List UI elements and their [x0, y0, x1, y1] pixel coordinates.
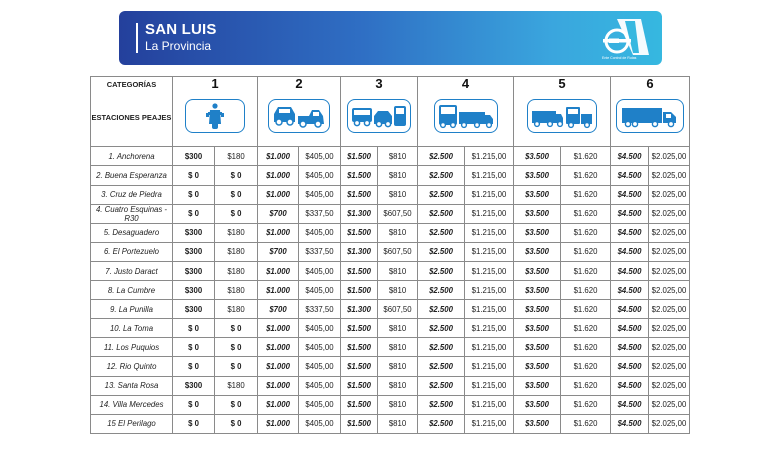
- rate-cell-c1b: $180: [215, 300, 258, 319]
- rate-cell-c6a: $4.500: [611, 376, 649, 395]
- station-name: 11. Los Puquios: [91, 338, 173, 357]
- rate-cell-c1a: $ 0: [173, 166, 215, 185]
- rate-cell-c4a: $2.500: [418, 395, 465, 414]
- rate-cell-c6a: $4.500: [611, 242, 649, 261]
- rate-cell-c1b: $180: [215, 281, 258, 300]
- category-number: 5: [558, 76, 566, 91]
- rate-cell-c2b: $405,00: [299, 147, 341, 166]
- rate-cell-c4b: $1.215,00: [465, 319, 514, 338]
- rate-cell-c3b: $810: [378, 281, 418, 300]
- rate-cell-c1b: $180: [215, 261, 258, 280]
- rate-cell-c3a: $1.500: [341, 395, 378, 414]
- rate-cell-c5b: $1.620: [561, 395, 611, 414]
- rate-cell-c3b: $810: [378, 395, 418, 414]
- rate-cell-c3a: $1.500: [341, 223, 378, 242]
- rate-cell-c3a: $1.500: [341, 338, 378, 357]
- rate-cell-c3b: $810: [378, 319, 418, 338]
- rate-cell-c6a: $4.500: [611, 223, 649, 242]
- rate-cell-c6b: $2.025,00: [649, 281, 690, 300]
- rate-cell-c2a: $1.000: [258, 319, 299, 338]
- rate-cell-c2a: $1.000: [258, 261, 299, 280]
- category-number: 1: [211, 76, 219, 91]
- rate-cell-c4b: $1.215,00: [465, 281, 514, 300]
- rate-cell-c4b: $1.215,00: [465, 242, 514, 261]
- rate-cell-c5b: $1.620: [561, 338, 611, 357]
- rate-cell-c1b: $ 0: [215, 357, 258, 376]
- car-and-bus-icon: [347, 99, 411, 133]
- rate-cell-c1a: $300: [173, 147, 215, 166]
- rate-cell-c4a: $2.500: [418, 223, 465, 242]
- rate-cell-c4a: $2.500: [418, 261, 465, 280]
- rate-cell-c2b: $405,00: [299, 166, 341, 185]
- rate-cell-c4b: $1.215,00: [465, 338, 514, 357]
- rate-cell-c4b: $1.215,00: [465, 414, 514, 433]
- rate-cell-c4a: $2.500: [418, 357, 465, 376]
- rate-cell-c5a: $3.500: [514, 376, 561, 395]
- rate-cell-c3b: $810: [378, 223, 418, 242]
- rate-cell-c1a: $ 0: [173, 414, 215, 433]
- rate-cell-c6b: $2.025,00: [649, 204, 690, 223]
- category-header-row: [91, 77, 690, 147]
- logo-caption: Ente Control de Rutas: [602, 56, 637, 60]
- rate-cell-c2a: $1.000: [258, 395, 299, 414]
- rate-cell-c2b: $405,00: [299, 319, 341, 338]
- rate-cell-c2a: $1.000: [258, 281, 299, 300]
- rate-cell-c1b: $180: [215, 242, 258, 261]
- rate-cell-c1b: $ 0: [215, 338, 258, 357]
- rate-cell-c5b: $1.620: [561, 166, 611, 185]
- rate-cell-c6a: $4.500: [611, 300, 649, 319]
- rate-cell-c4a: $2.500: [418, 300, 465, 319]
- bus-and-truck-icon: [434, 99, 498, 133]
- rate-cell-c3b: $607,50: [378, 204, 418, 223]
- rate-cell-c1a: $300: [173, 223, 215, 242]
- rate-cell-c4a: $2.500: [418, 376, 465, 395]
- rate-cell-c3a: $1.500: [341, 281, 378, 300]
- rate-cell-c5b: $1.620: [561, 261, 611, 280]
- rate-cell-c6b: $2.025,00: [649, 376, 690, 395]
- rate-cell-c6b: $2.025,00: [649, 357, 690, 376]
- header-banner: [119, 11, 662, 65]
- station-name: 8. La Cumbre: [91, 281, 173, 300]
- category-header-6: [611, 77, 690, 147]
- rate-cell-c1a: $300: [173, 300, 215, 319]
- rate-cell-c5b: $1.620: [561, 147, 611, 166]
- rate-cell-c3a: $1.500: [341, 414, 378, 433]
- rate-cell-c5b: $1.620: [561, 300, 611, 319]
- rate-cell-c6a: $4.500: [611, 147, 649, 166]
- station-name: 12. Rio Quinto: [91, 357, 173, 376]
- rate-cell-c3b: $810: [378, 185, 418, 204]
- rate-cell-c1b: $ 0: [215, 204, 258, 223]
- rate-cell-c2a: $1.000: [258, 166, 299, 185]
- rate-cell-c5b: $1.620: [561, 281, 611, 300]
- rate-cell-c4a: $2.500: [418, 338, 465, 357]
- rate-cell-c2b: $405,00: [299, 376, 341, 395]
- rate-cell-c3a: $1.500: [341, 261, 378, 280]
- rate-cell-c4b: $1.215,00: [465, 376, 514, 395]
- category-number: 2: [295, 76, 303, 91]
- rate-cell-c2b: $405,00: [299, 414, 341, 433]
- rate-cell-c6a: $4.500: [611, 414, 649, 433]
- rate-cell-c4a: $2.500: [418, 204, 465, 223]
- station-name: 1. Anchorena: [91, 147, 173, 166]
- station-name: 5. Desaguadero: [91, 223, 173, 242]
- rate-cell-c1b: $ 0: [215, 395, 258, 414]
- table-row: [91, 166, 690, 185]
- rate-cell-c5a: $3.500: [514, 338, 561, 357]
- rate-cell-c1b: $ 0: [215, 319, 258, 338]
- rate-cell-c5a: $3.500: [514, 395, 561, 414]
- rate-cell-c3a: $1.500: [341, 147, 378, 166]
- rate-cell-c6b: $2.025,00: [649, 242, 690, 261]
- rate-cell-c5a: $3.500: [514, 300, 561, 319]
- rate-cell-c3b: $810: [378, 357, 418, 376]
- station-name: 4. Cuatro Esquinas - R30: [91, 204, 173, 223]
- motorcycle-icon: [185, 99, 245, 133]
- rate-cell-c4a: $2.500: [418, 185, 465, 204]
- rate-cell-c4b: $1.215,00: [465, 166, 514, 185]
- route-control-logo-icon: [595, 17, 653, 59]
- rate-cell-c3a: $1.500: [341, 357, 378, 376]
- rate-cell-c2b: $337,50: [299, 242, 341, 261]
- rate-cell-c2a: $1.000: [258, 223, 299, 242]
- rate-cell-c4b: $1.215,00: [465, 261, 514, 280]
- rate-cell-c6a: $4.500: [611, 357, 649, 376]
- rate-cell-c4b: $1.215,00: [465, 300, 514, 319]
- rate-cell-c1a: $ 0: [173, 185, 215, 204]
- rate-cell-c3a: $1.500: [341, 166, 378, 185]
- rate-cell-c3b: $810: [378, 261, 418, 280]
- rate-cell-c4a: $2.500: [418, 242, 465, 261]
- rate-cell-c6b: $2.025,00: [649, 395, 690, 414]
- rate-cell-c3a: $1.500: [341, 376, 378, 395]
- rate-cell-c1a: $ 0: [173, 319, 215, 338]
- rate-cell-c1a: $ 0: [173, 204, 215, 223]
- rate-cell-c4b: $1.215,00: [465, 395, 514, 414]
- rate-cell-c2a: $1.000: [258, 357, 299, 376]
- large-truck-icon: [616, 99, 684, 133]
- brand-name: SAN LUIS: [145, 21, 217, 38]
- rate-cell-c2b: $337,50: [299, 300, 341, 319]
- rate-cell-c5b: $1.620: [561, 204, 611, 223]
- rate-cell-c1a: $ 0: [173, 338, 215, 357]
- rate-cell-c6b: $2.025,00: [649, 185, 690, 204]
- rate-cell-c5a: $3.500: [514, 242, 561, 261]
- table-row: [91, 147, 690, 166]
- rate-cell-c4b: $1.215,00: [465, 357, 514, 376]
- rate-cell-c1a: $ 0: [173, 395, 215, 414]
- rate-cell-c5b: $1.620: [561, 185, 611, 204]
- rate-cell-c6a: $4.500: [611, 395, 649, 414]
- rate-cell-c1b: $180: [215, 223, 258, 242]
- rate-cell-c2b: $405,00: [299, 223, 341, 242]
- rate-cell-c6a: $4.500: [611, 261, 649, 280]
- rate-cell-c5a: $3.500: [514, 223, 561, 242]
- rate-cell-c4a: $2.500: [418, 281, 465, 300]
- table-row: [91, 281, 690, 300]
- category-number: 3: [375, 76, 383, 91]
- category-header-3: [341, 77, 418, 147]
- rate-cell-c5b: $1.620: [561, 376, 611, 395]
- category-header-5: [514, 77, 611, 147]
- station-name: 13. Santa Rosa: [91, 376, 173, 395]
- rate-cell-c3a: $1.300: [341, 300, 378, 319]
- station-name: 10. La Toma: [91, 319, 173, 338]
- rate-cell-c6a: $4.500: [611, 338, 649, 357]
- rate-cell-c6b: $2.025,00: [649, 166, 690, 185]
- table-corner-header: [91, 77, 173, 147]
- car-and-pickup-icon: [268, 99, 330, 133]
- rate-cell-c5a: $3.500: [514, 357, 561, 376]
- rate-cell-c4a: $2.500: [418, 147, 465, 166]
- rate-cell-c2b: $405,00: [299, 338, 341, 357]
- rate-cell-c6a: $4.500: [611, 281, 649, 300]
- rate-cell-c5a: $3.500: [514, 319, 561, 338]
- rate-cell-c2a: $700: [258, 300, 299, 319]
- table-row: [91, 395, 690, 414]
- rate-cell-c1b: $ 0: [215, 166, 258, 185]
- rate-cell-c4a: $2.500: [418, 414, 465, 433]
- station-name: 15 El Perilago: [91, 414, 173, 433]
- table-row: [91, 261, 690, 280]
- rate-cell-c6b: $2.025,00: [649, 319, 690, 338]
- rate-cell-c2b: $405,00: [299, 185, 341, 204]
- brand-divider: [136, 23, 138, 53]
- rate-cell-c3a: $1.500: [341, 319, 378, 338]
- table-row: [91, 414, 690, 433]
- rate-cell-c2b: $405,00: [299, 261, 341, 280]
- table-row: [91, 185, 690, 204]
- rate-cell-c4b: $1.215,00: [465, 223, 514, 242]
- category-number: 6: [646, 76, 654, 91]
- rate-cell-c2a: $1.000: [258, 338, 299, 357]
- rate-cell-c6a: $4.500: [611, 319, 649, 338]
- rate-cell-c3b: $607,50: [378, 300, 418, 319]
- rate-cell-c5b: $1.620: [561, 242, 611, 261]
- rate-cell-c2a: $1.000: [258, 414, 299, 433]
- rate-cell-c6b: $2.025,00: [649, 338, 690, 357]
- rate-cell-c6a: $4.500: [611, 204, 649, 223]
- category-header-4: [418, 77, 514, 147]
- rate-cell-c1a: $ 0: [173, 357, 215, 376]
- rate-cell-c1a: $300: [173, 242, 215, 261]
- rate-cell-c6b: $2.025,00: [649, 223, 690, 242]
- rate-cell-c2a: $1.000: [258, 376, 299, 395]
- rate-cell-c3a: $1.300: [341, 204, 378, 223]
- rate-cell-c2a: $1.000: [258, 147, 299, 166]
- rate-cell-c4a: $2.500: [418, 166, 465, 185]
- stations-label: ESTACIONES PEAJES: [91, 113, 172, 122]
- table-row: [91, 376, 690, 395]
- table-row: [91, 204, 690, 223]
- rate-cell-c1b: $180: [215, 147, 258, 166]
- table-row: [91, 319, 690, 338]
- rate-cell-c4b: $1.215,00: [465, 185, 514, 204]
- rate-cell-c6b: $2.025,00: [649, 300, 690, 319]
- rate-cell-c5a: $3.500: [514, 204, 561, 223]
- rate-cell-c1a: $300: [173, 281, 215, 300]
- category-number: 4: [461, 76, 470, 91]
- station-name: 9. La Punilla: [91, 300, 173, 319]
- rate-cell-c1b: $ 0: [215, 185, 258, 204]
- rate-cell-c2b: $405,00: [299, 395, 341, 414]
- rate-cell-c6a: $4.500: [611, 166, 649, 185]
- rate-cell-c2a: $700: [258, 242, 299, 261]
- table-row: [91, 357, 690, 376]
- rate-cell-c4a: $2.500: [418, 319, 465, 338]
- rate-cell-c5b: $1.620: [561, 223, 611, 242]
- station-name: 6. El Portezuelo: [91, 242, 173, 261]
- rate-cell-c1a: $300: [173, 261, 215, 280]
- rate-cell-c5a: $3.500: [514, 185, 561, 204]
- rate-cell-c1b: $ 0: [215, 414, 258, 433]
- rate-cell-c4b: $1.215,00: [465, 147, 514, 166]
- rate-cell-c5b: $1.620: [561, 319, 611, 338]
- rate-cell-c2a: $700: [258, 204, 299, 223]
- trucks-icon: [527, 99, 597, 133]
- rate-cell-c3b: $810: [378, 338, 418, 357]
- rate-cell-c4b: $1.215,00: [465, 204, 514, 223]
- table-row: [91, 223, 690, 242]
- rate-cell-c2a: $1.000: [258, 185, 299, 204]
- rate-cell-c3b: $810: [378, 166, 418, 185]
- rate-cell-c5b: $1.620: [561, 414, 611, 433]
- rate-cell-c5a: $3.500: [514, 414, 561, 433]
- table-row: [91, 242, 690, 261]
- rate-cell-c5a: $3.500: [514, 147, 561, 166]
- rate-cell-c3a: $1.300: [341, 242, 378, 261]
- station-name: 7. Justo Daract: [91, 261, 173, 280]
- station-name: 3. Cruz de Piedra: [91, 185, 173, 204]
- table-row: [91, 338, 690, 357]
- rate-cell-c6a: $4.500: [611, 185, 649, 204]
- categories-label: CATEGORÍAS: [106, 80, 157, 89]
- rate-cell-c3b: $607,50: [378, 242, 418, 261]
- table-row: [91, 300, 690, 319]
- rate-cell-c6b: $2.025,00: [649, 414, 690, 433]
- rate-cell-c2b: $405,00: [299, 357, 341, 376]
- rate-cell-c5a: $3.500: [514, 261, 561, 280]
- station-name: 14. Villa Mercedes: [91, 395, 173, 414]
- rate-cell-c3b: $810: [378, 147, 418, 166]
- rate-cell-c5a: $3.500: [514, 281, 561, 300]
- rate-cell-c3b: $810: [378, 414, 418, 433]
- rate-cell-c3b: $810: [378, 376, 418, 395]
- category-header-1: [173, 77, 258, 147]
- toll-rows: [91, 147, 690, 434]
- rate-cell-c5a: $3.500: [514, 166, 561, 185]
- rate-cell-c5b: $1.620: [561, 357, 611, 376]
- rate-cell-c3a: $1.500: [341, 185, 378, 204]
- rate-cell-c2b: $337,50: [299, 204, 341, 223]
- rate-cell-c1b: $180: [215, 376, 258, 395]
- rate-cell-c1a: $300: [173, 376, 215, 395]
- rate-cell-c2b: $405,00: [299, 281, 341, 300]
- brand-subtitle: La Provincia: [145, 39, 212, 53]
- toll-rates-table: [90, 76, 690, 434]
- rate-cell-c6b: $2.025,00: [649, 147, 690, 166]
- rate-cell-c6b: $2.025,00: [649, 261, 690, 280]
- station-name: 2. Buena Esperanza: [91, 166, 173, 185]
- category-header-2: [258, 77, 341, 147]
